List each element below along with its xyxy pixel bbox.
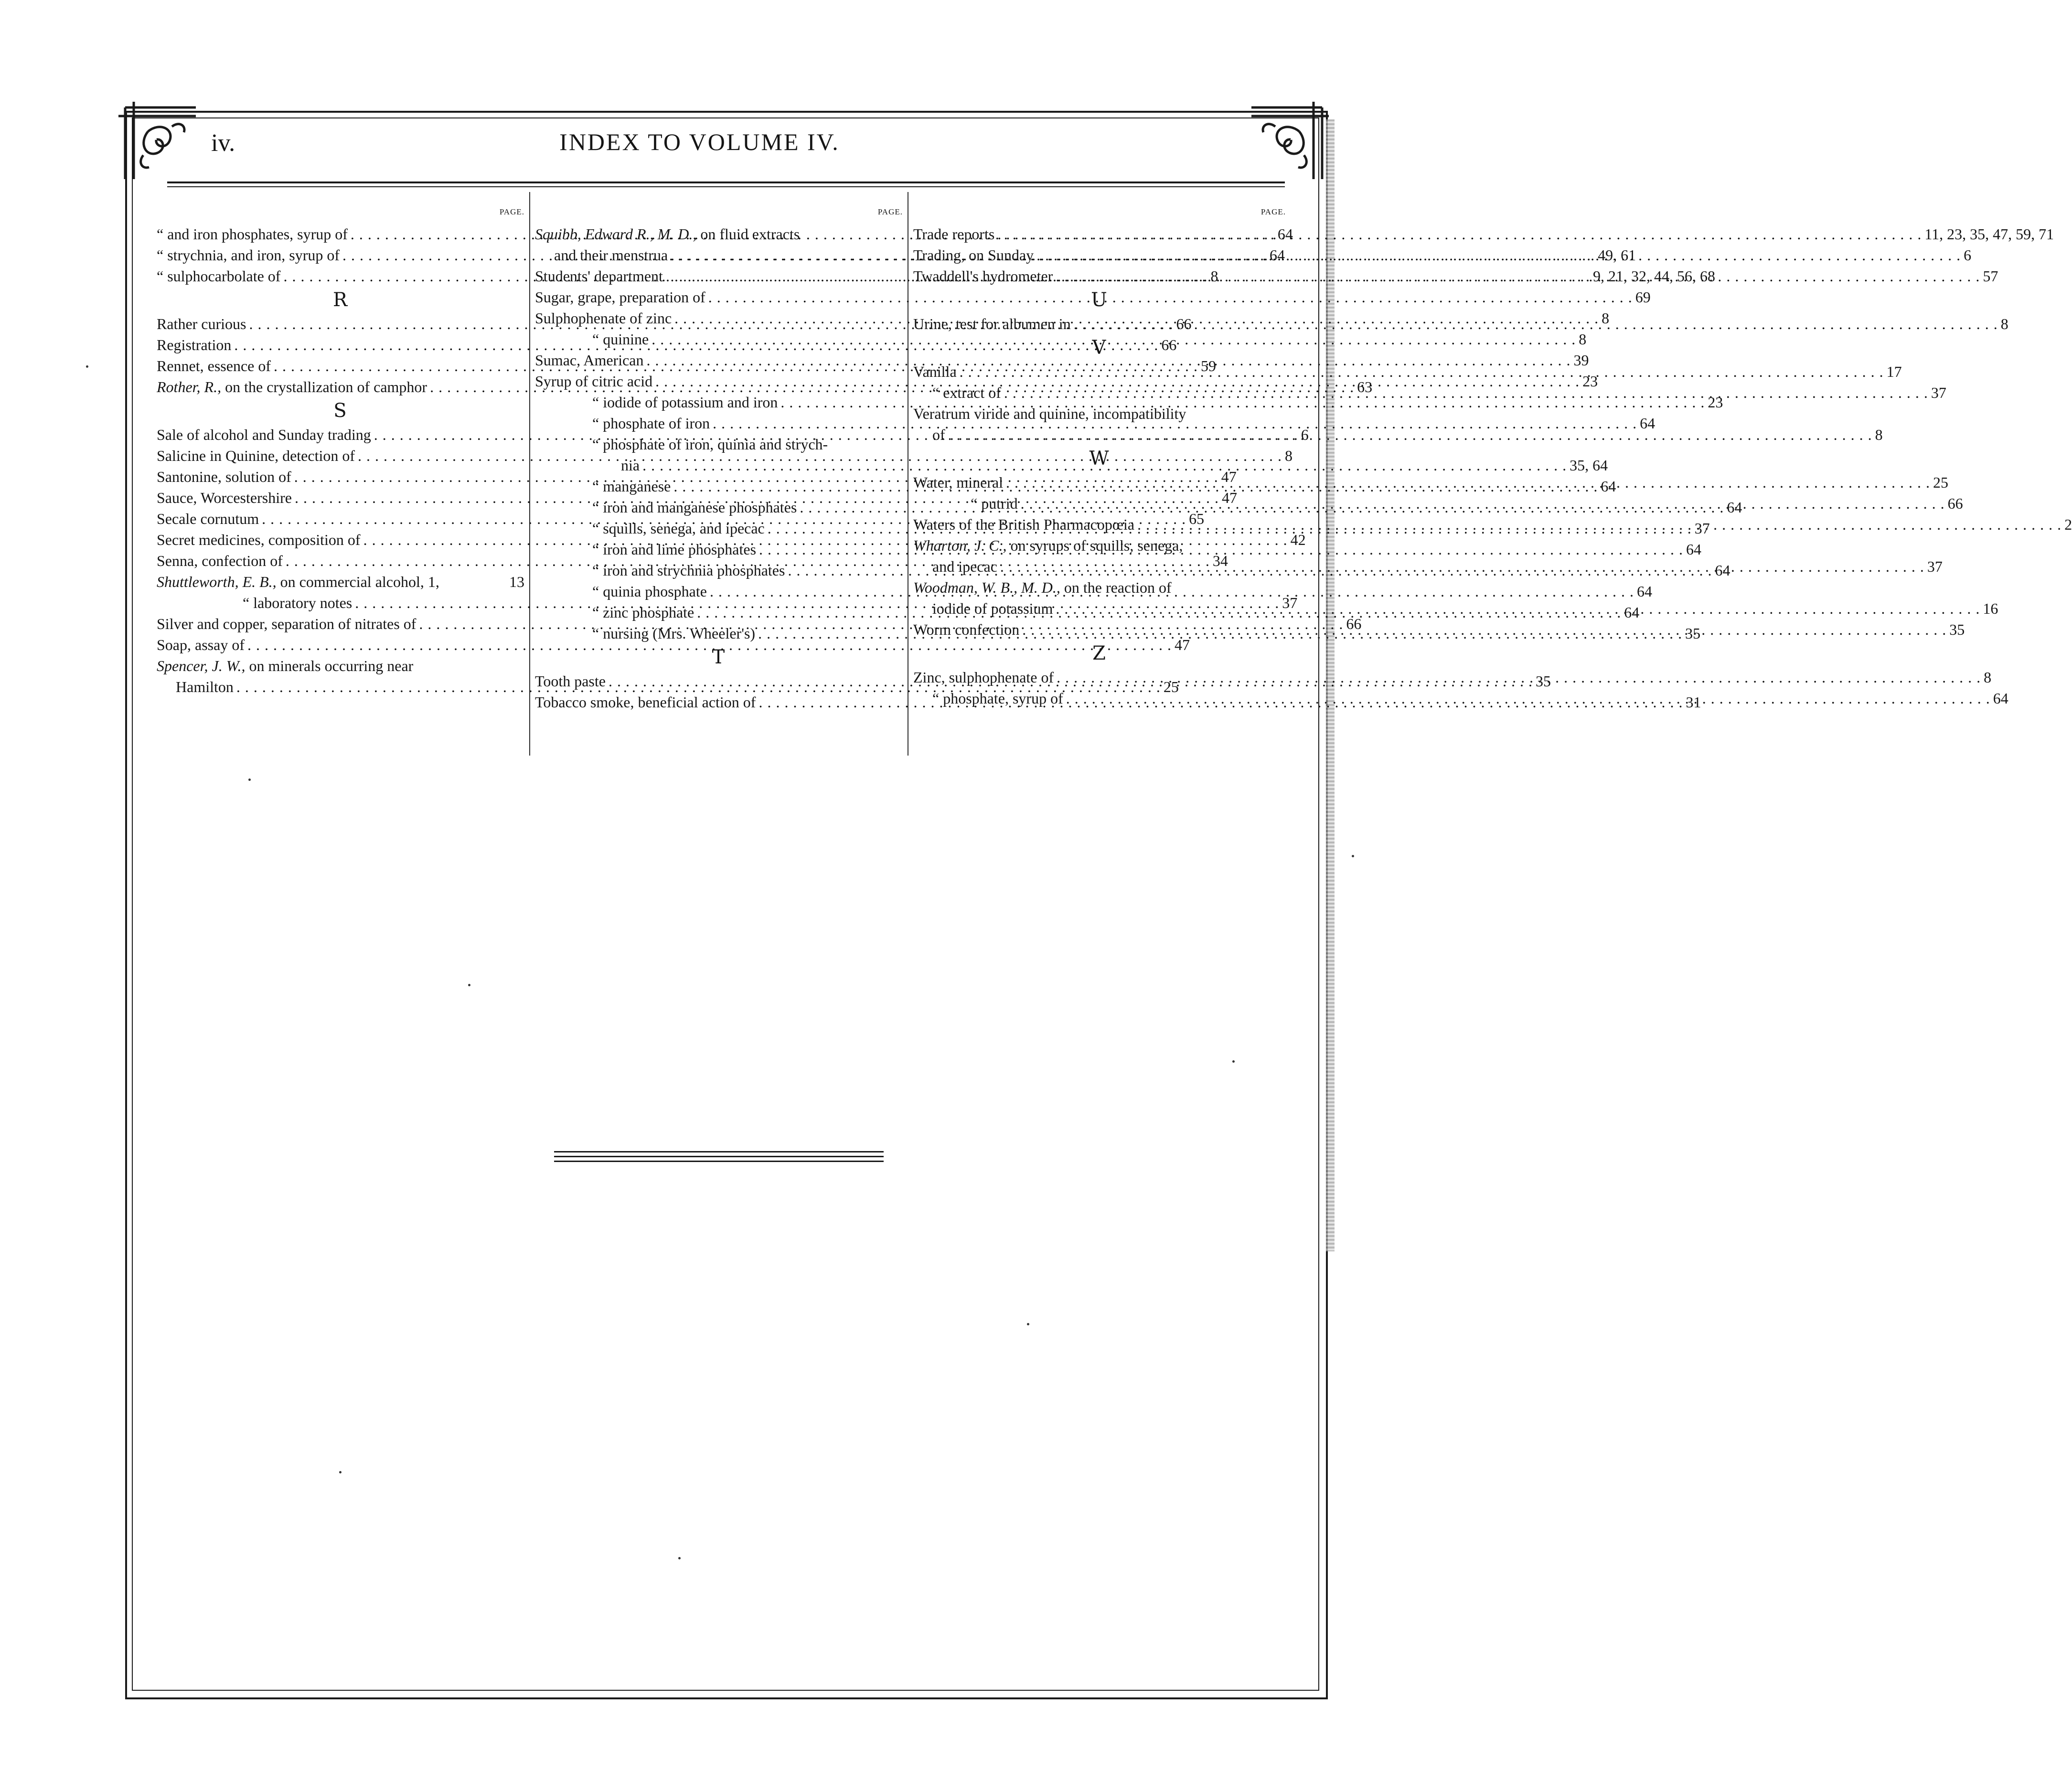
entry-text (535, 371, 652, 392)
entry-text (157, 550, 283, 571)
entry-title: phosphate, syrup of (943, 690, 1063, 707)
entry-text (913, 619, 1019, 640)
entry-page: 66 (1346, 615, 1362, 632)
entry-title: quinine (603, 331, 649, 348)
entry-title: iodide of potassium and iron (603, 394, 778, 411)
entry-text (535, 245, 668, 266)
entry-text (157, 657, 413, 674)
entry-title: Sauce, Worcestershire (157, 489, 292, 506)
ditto-mark: “ (592, 331, 599, 348)
entry-page: 47 (1174, 636, 1190, 653)
index-entry (535, 287, 1651, 308)
entry-author: Spencer, J. W., (157, 657, 246, 674)
entry-title: Tobacco smoke, beneficial action of (535, 693, 756, 711)
ditto-mark: “ (157, 225, 164, 243)
dot-leader (1036, 245, 1961, 266)
entry-text (913, 556, 997, 577)
print-speck (86, 365, 88, 368)
print-speck (1232, 1060, 1235, 1063)
entry-page: 49, 61 (1598, 246, 1636, 264)
entry-text (913, 537, 1183, 554)
ditto-mark: “ (592, 625, 599, 642)
entry-page: 8 (1875, 426, 1883, 443)
page-number: iv. (211, 129, 235, 157)
entry-text (535, 539, 756, 560)
entry-text (913, 472, 1003, 493)
entry-title: Salicine in Quinine, detection of (157, 447, 355, 464)
entry-title: Urine, test for albumen in (913, 315, 1071, 332)
entry-title: Registration (157, 336, 232, 353)
print-speck (1352, 855, 1354, 857)
entry-text (535, 692, 756, 713)
dot-leader (1021, 493, 1945, 514)
entry-page: 64 (1715, 562, 1730, 579)
index-entry (535, 455, 1608, 476)
entry-page: 42 (1290, 531, 1306, 548)
entry-text (535, 287, 705, 308)
entry-title: Senna, confection of (157, 552, 283, 569)
entry-text (535, 308, 672, 329)
entry-author: Wharton, J. C., (913, 537, 1007, 554)
entry-title: quinia phosphate (603, 583, 707, 600)
entry-page: 57 (1983, 267, 1998, 285)
entry-page: 17 (1886, 363, 1902, 380)
entry-text (913, 493, 1018, 514)
entry-title: nursing (Mrs. Wheeler's) (603, 625, 756, 642)
entry-text (157, 224, 348, 245)
index-entry (913, 403, 1286, 424)
entry-page: 37 (1694, 520, 1710, 537)
entry-author: Squibb, Edward R., M. D., (535, 225, 697, 243)
page-column-label: PAGE. (877, 207, 903, 216)
entry-text (535, 455, 640, 476)
entry-page: 8 (1285, 447, 1292, 464)
entry-page: 65 (1189, 510, 1205, 527)
entry-page: 37 (1931, 384, 1946, 401)
ditto-mark: “ (592, 562, 599, 579)
entry-page: 47 (1221, 468, 1237, 485)
page-title: INDEX TO VOLUME IV. (559, 128, 840, 155)
entry-title: Tooth paste (535, 672, 606, 690)
entry-text (157, 334, 231, 355)
entry-text (913, 579, 1172, 596)
entry-text (157, 266, 280, 287)
entry-text (157, 529, 361, 550)
entry-title: on syrups of squills, senega, (1010, 537, 1183, 554)
entry-text (535, 476, 671, 497)
entry-text (535, 671, 606, 692)
entry-title: Soap, assay of (157, 636, 245, 653)
page-column-label: PAGE. (1260, 207, 1286, 216)
entry-page: 47 (1221, 489, 1237, 506)
ditto-mark: “ (932, 690, 940, 707)
ditto-mark: “ (592, 583, 599, 600)
entry-title: Secale cornutum (157, 510, 259, 527)
index-entry (913, 313, 2008, 334)
entry-text (157, 634, 245, 655)
entry-text (157, 376, 427, 397)
entry-title: Worm confection (913, 621, 1020, 638)
entry-page: 16 (1983, 600, 1998, 617)
entry-text (913, 382, 1001, 403)
entry-title: on the reaction of (1064, 579, 1172, 596)
dot-leader (1022, 619, 1946, 640)
entry-title: Sumac, American (535, 352, 644, 369)
entry-page: 64 (1270, 246, 1285, 264)
entry-title: Secret medicines, composition of (157, 531, 361, 548)
entry-page: 8 (1984, 669, 1992, 686)
page-column-label: PAGE. (499, 207, 524, 216)
entry-page: 64 (1601, 478, 1616, 495)
entry-page: 23 (1582, 373, 1598, 390)
entry-page: 37 (1927, 558, 1943, 575)
entry-title: sulphocarbolate of (167, 267, 281, 285)
entry-text (157, 613, 416, 634)
entry-title: Hamilton (176, 678, 234, 695)
entry-title: Trading, on Sunday (913, 246, 1034, 264)
entry-page: 8 (2000, 315, 2008, 332)
ditto-mark: “ (971, 495, 978, 512)
entry-title: Sale of alcohol and Sunday trading (157, 426, 371, 443)
entry-text (535, 602, 694, 623)
dot-leader (960, 361, 1884, 382)
entry-text (913, 405, 1186, 422)
entry-text (157, 445, 355, 466)
closing-rule (554, 1161, 884, 1162)
entry-page: 35, 64 (1570, 457, 1608, 474)
entry-text (535, 413, 710, 434)
entry-title: Zinc, sulphophenate of (913, 669, 1054, 686)
entry-text (913, 688, 1063, 709)
entry-text (157, 676, 234, 697)
entry-text (157, 487, 292, 508)
ditto-mark: “ (243, 594, 250, 611)
index-entry (913, 224, 2054, 245)
entry-text (535, 497, 797, 518)
dot-leader (1056, 598, 1980, 619)
index-entry (913, 577, 1286, 598)
entry-title: on the crystallization of camphor (225, 378, 427, 395)
entry-text (535, 623, 755, 644)
entry-page: 66 (1947, 495, 1963, 512)
ditto-mark: “ (592, 499, 599, 516)
dot-leader (1066, 688, 1990, 709)
entry-page: 35 (1949, 621, 1965, 638)
ditto-mark: “ (592, 520, 599, 537)
entry-text (913, 424, 945, 445)
entry-title: iron and strychnia phosphates (603, 562, 785, 579)
entry-title: iron and lime phosphates (603, 541, 757, 558)
entry-title: Waters of the British Pharmacopœia (913, 516, 1135, 533)
dot-leader (1000, 556, 1924, 577)
entry-text (535, 436, 828, 453)
entry-title: iron and manganese phosphates (603, 499, 797, 516)
section-letter: R (332, 289, 349, 311)
section-letter: U (1091, 289, 1108, 311)
entry-text (913, 313, 1071, 334)
entry-text (913, 361, 957, 382)
entry-author: Woodman, W. B., M. D., (913, 579, 1060, 596)
dot-leader (1057, 667, 1981, 688)
entry-text (535, 225, 800, 243)
entry-page: 23 (1708, 394, 1723, 411)
dot-leader (1137, 514, 2061, 535)
section-letter: W (1089, 448, 1110, 469)
entry-text (535, 329, 649, 350)
entry-page: 64 (1277, 225, 1293, 243)
entry-page: 8 (1602, 309, 1610, 327)
entry-page: 25 (1933, 474, 1949, 491)
entry-title: zinc phosphate (603, 604, 694, 621)
entry-title: Syrup of citric acid (535, 373, 653, 390)
header-rule-thin (167, 186, 1285, 187)
entry-title: and iron phosphates, syrup of (167, 225, 348, 243)
entry-text (913, 245, 1034, 266)
entry-title: phosphate of iron, quinia and strych- (603, 436, 828, 453)
entry-text (157, 592, 352, 613)
entry-title: Students' department (535, 267, 663, 285)
entry-title: on commercial alcohol, 1, (280, 573, 439, 590)
ditto-mark: “ (157, 267, 164, 285)
index-entry (157, 634, 1190, 655)
entry-author: Rother, R., (157, 378, 222, 395)
entry-text (157, 573, 439, 590)
section-letter: S (333, 400, 348, 422)
entry-text (913, 266, 1053, 287)
entry-title: strychnia, and iron, syrup of (167, 246, 340, 264)
index-entry (535, 224, 903, 245)
closing-rule (554, 1151, 884, 1152)
entry-title: Sugar, grape, preparation of (535, 288, 705, 306)
entry-page: 64 (1727, 499, 1742, 516)
entry-page: 6 (1964, 246, 1972, 264)
print-speck (1027, 1323, 1029, 1325)
entry-title: extract of (943, 384, 1001, 401)
dot-leader (1056, 266, 1980, 287)
entry-page: 63 (1357, 378, 1373, 395)
ditto-mark: “ (592, 415, 599, 432)
entry-title: Sulphophenate of zinc (535, 309, 672, 327)
entry-page: 66 (1176, 315, 1192, 332)
entry-text (157, 508, 259, 529)
entry-page: 2 (2064, 516, 2072, 533)
print-speck (468, 984, 470, 986)
entry-title: phosphate of iron (603, 415, 710, 432)
entry-page: 37 (1282, 594, 1298, 611)
entry-page: 13 (509, 573, 524, 590)
dot-leader (997, 224, 1922, 245)
entry-title: and their menstrua (554, 246, 668, 264)
entry-title: of (932, 426, 945, 443)
entry-text (535, 392, 778, 413)
entry-text (913, 598, 1053, 619)
print-speck (248, 779, 251, 781)
entry-text (157, 466, 291, 487)
entry-text (535, 350, 643, 371)
entry-page: 8 (1210, 267, 1218, 285)
ditto-mark: “ (932, 384, 940, 401)
section-letter: V (1092, 337, 1107, 359)
dot-leader (1004, 382, 1928, 403)
entry-title: Rennet, essence of (157, 357, 271, 374)
entry-text (535, 560, 785, 581)
entry-text (913, 514, 1134, 535)
entry-title: putrid (981, 495, 1018, 512)
entry-page: 39 (1573, 352, 1589, 369)
entry-text (913, 224, 994, 245)
dot-leader (1074, 313, 1998, 334)
index-entry (913, 424, 1883, 445)
entry-title: Rather curious (157, 315, 246, 332)
entry-title: Santonine, solution of (157, 468, 291, 485)
entry-text (157, 313, 246, 334)
entry-title: Vanilla (913, 363, 957, 380)
entry-text (535, 266, 663, 287)
header-rule (167, 181, 1285, 183)
entry-title: Water, mineral (913, 474, 1004, 491)
entry-title: iodide of potassium (932, 600, 1053, 617)
entry-text (157, 355, 271, 376)
ditto-mark: “ (592, 394, 599, 411)
entry-title: Trade reports (913, 225, 995, 243)
entry-text (913, 667, 1054, 688)
entry-text (157, 245, 340, 266)
entry-page: 11, 23, 35, 47, 59, 71 (1924, 225, 2054, 243)
entry-title: Veratrum viride and quinine, incompatibility (913, 405, 1186, 422)
dot-leader (1006, 472, 1930, 493)
entry-title: Silver and copper, separation of nitrates of (157, 615, 417, 632)
index-entry (913, 535, 1286, 556)
ditto-mark: “ (592, 604, 599, 621)
entry-page: 34 (1212, 552, 1228, 569)
entry-page: 35 (1685, 625, 1701, 642)
entry-page: 59 (1201, 357, 1217, 374)
section-letter: T (712, 646, 726, 668)
entry-title: nia (621, 457, 640, 474)
entry-page: 64 (1624, 604, 1640, 621)
entry-page: 9, 21, 32, 44, 56, 68 (1592, 267, 1715, 285)
index-entry (157, 655, 524, 676)
entry-text (535, 581, 707, 602)
entry-page: 66 (1161, 336, 1177, 353)
print-speck (339, 1471, 342, 1473)
entry-page: 35 (1535, 672, 1551, 690)
entry-title: on minerals occurring near (249, 657, 414, 674)
index-entry (535, 434, 903, 455)
entry-text (535, 518, 765, 539)
entry-title: squills, senega, and ipecac (603, 520, 765, 537)
print-speck (678, 1557, 681, 1559)
entry-page: 64 (1636, 583, 1652, 600)
entry-title: Twaddell's hydrometer (913, 267, 1053, 285)
entry-page: 25 (1163, 678, 1179, 695)
entry-title: manganese (603, 478, 671, 495)
entry-author: Shuttleworth, E. B., (157, 573, 277, 590)
dot-leader (948, 424, 1872, 445)
entry-page: 6 (1301, 426, 1309, 443)
index-entry (157, 571, 524, 592)
ditto-mark: “ (157, 246, 164, 264)
closing-rule (554, 1156, 884, 1157)
entry-text (157, 424, 371, 445)
entry-title: on fluid extracts (700, 225, 800, 243)
entry-page: 64 (1686, 541, 1702, 558)
entry-page: 31 (1686, 693, 1701, 711)
entry-title: laboratory notes (253, 594, 352, 611)
ditto-mark: “ (592, 478, 599, 495)
section-letter: Z (1092, 642, 1107, 664)
ditto-mark: “ (592, 436, 599, 453)
ditto-mark: “ (592, 541, 599, 558)
entry-page: 64 (1640, 415, 1655, 432)
entry-page: 64 (1993, 690, 2008, 707)
entry-page: 69 (1635, 288, 1651, 306)
entry-title: and ipecac (932, 558, 997, 575)
entry-page: 8 (1579, 331, 1587, 348)
